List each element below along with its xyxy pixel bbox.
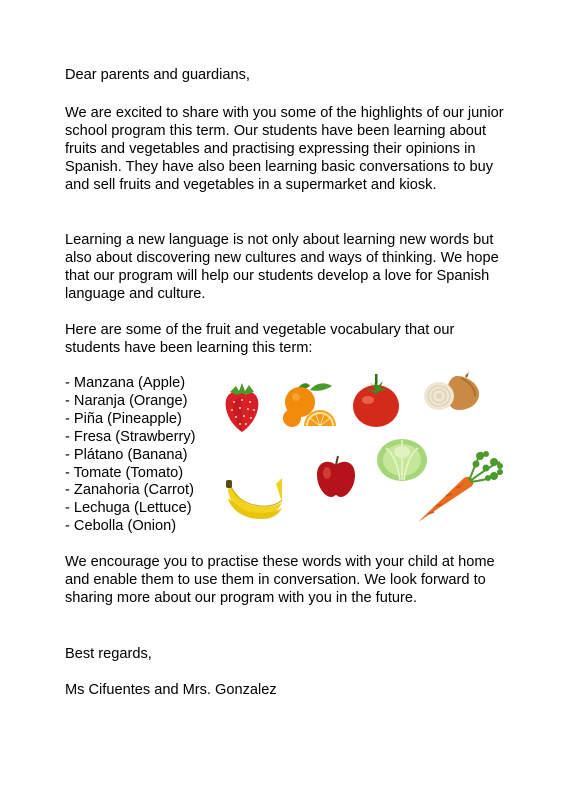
strawberry-icon <box>222 380 262 434</box>
vocabulary-list <box>65 375 196 536</box>
signature: Ms Cifuentes and Mrs. Gonzalez <box>65 682 277 698</box>
onion-icon <box>421 372 481 412</box>
paragraph-intro: We are excited to share with you some of the highlights of our junior school program this term. Our students have been learning about fruits and vegetables and practising expressing their opinions in Spanish. They have also been learning basic conversations to buy and sell fruits and vegetables in a supermarket and kiosk. <box>65 105 504 193</box>
vocab-item-lechuga: - Lechuga (Lettuce) <box>65 500 192 517</box>
paragraph-vocabulary-intro: Here are some of the fruit and vegetable vocabulary that our students have been learning this term: <box>65 322 455 356</box>
vocab-item-platano: - Plátano (Banana) <box>65 446 188 463</box>
vocab-item-naranja: - Naranja (Orange) <box>65 392 188 409</box>
carrot-icon <box>414 450 504 526</box>
greeting: Dear parents and guardians, <box>65 67 250 83</box>
vocab-item-pina: - Piña (Pineapple) <box>65 410 182 427</box>
paragraph-language: Learning a new language is not only about learning new words but also about discovering new cultures and ways of thinking. We hope that our program will help our students develop a love for Spanish language and culture. <box>65 232 499 302</box>
vocab-item-zanahoria: - Zanahoria (Carrot) <box>65 482 194 499</box>
banana-icon <box>224 476 284 522</box>
vocab-item-manzana: - Manzana (Apple) <box>65 375 186 391</box>
tomato-icon <box>352 372 400 428</box>
paragraph-encouragement: We encourage you to practise these words with your child at home and enable them to use them in conversation. We look forward to sharing more about our program with you in the future. <box>65 554 495 606</box>
vocab-item-tomate: - Tomate (Tomato) <box>65 464 184 481</box>
vocab-item-cebolla: - Cebolla (Onion) <box>65 518 177 535</box>
vocab-item-fresa: - Fresa (Strawberry) <box>65 428 196 445</box>
orange-icon <box>280 382 338 428</box>
apple-icon <box>315 455 357 499</box>
closing: Best regards, <box>65 646 152 662</box>
